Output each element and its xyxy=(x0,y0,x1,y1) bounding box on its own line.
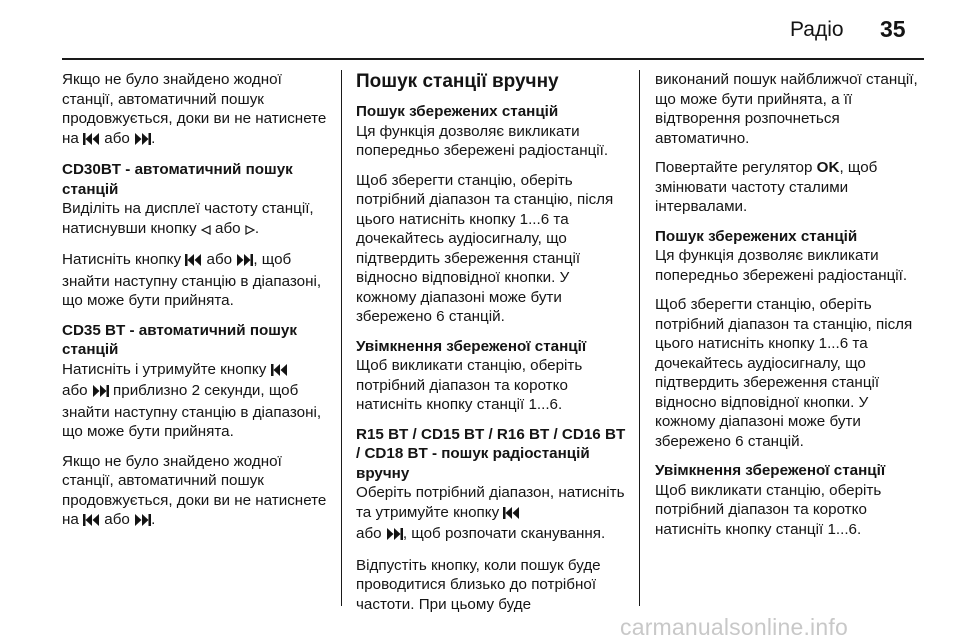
skip-forward-icon xyxy=(134,512,151,532)
ok-label: OK xyxy=(816,159,840,176)
column-right xyxy=(655,70,927,549)
paragraph-press-hold: Натисніть і утримуйте кнопку або приблизно 2 секунди, щоб знайти наступну станцію в діапазоні, що може бути прийнята. xyxy=(62,360,322,440)
skip-back-icon xyxy=(83,512,100,532)
page-title: Радіо xyxy=(790,18,844,41)
skip-forward-icon xyxy=(134,131,151,151)
heading-saved-stations: Пошук збережених станцій xyxy=(356,103,559,120)
column-divider-2 xyxy=(639,70,640,606)
skip-back-icon xyxy=(185,252,202,272)
paragraph-scan: Оберіть потрібний діапазон, натисніть та утримуйте кнопку або , щоб розпочати сканування. xyxy=(356,483,626,546)
paragraph-saved-intro-2: Ця функція дозволяє викликати попередньо збережені радіостанції. xyxy=(655,247,908,284)
column-middle xyxy=(356,70,626,624)
heading-enable-saved: Увімкнення збереженої станції xyxy=(356,337,587,355)
paragraph-release: Відпустіть кнопку, коли пошук буде проводитися близько до потрібної частоти. При цьому буде xyxy=(356,556,601,613)
header-rule xyxy=(62,58,924,60)
page-number: 35 xyxy=(880,16,906,42)
skip-back-icon xyxy=(83,131,100,151)
paragraph-nearest-station: виконаний пошук найближчої станції, що може бути прийнята, а її відтворення розпочнеться автоматично. xyxy=(655,71,918,147)
heading-saved-stations-2: Пошук збережених станцій xyxy=(655,227,858,245)
heading-cd30bt: CD30BT - автоматичний пошук станцій xyxy=(62,161,293,198)
column-divider-1 xyxy=(341,70,342,606)
column-left xyxy=(62,70,330,542)
paragraph-press-button: Натисніть кнопку або , щоб знайти наступну станцію в діапазоні, що може бути прийнята. xyxy=(62,251,322,309)
paragraph-save-station-2: Щоб зберегти станцію, оберіть потрібний діапазон та станцію, після цього натисніть кнопку 1...6 та дочекайтесь аудіосигналу, що підтвердить збереження станції відносно відповідної кнопки. У кожному діапазоні може бути збережено 6 станцій. xyxy=(655,296,913,450)
paragraph-select-frequency: Виділіть на дисплеї частоту станції, натиснувши кнопку або . xyxy=(62,199,330,240)
paragraph-no-station-found-2: Якщо не було знайдено жодної станції, автоматичний пошук продовжується, доки ви не натиснете на або . xyxy=(62,452,330,532)
heading-enable-saved-2: Увімкнення збереженої станції xyxy=(655,462,886,479)
watermark: carmanualsonline.info xyxy=(620,614,848,640)
skip-forward-icon xyxy=(92,383,109,403)
triangle-left-icon xyxy=(201,221,211,241)
triangle-right-icon xyxy=(245,221,255,241)
heading-cd35bt: CD35 BT - автоматичний пошук станцій xyxy=(62,321,297,358)
paragraph-save-station: Щоб зберегти станцію, оберіть потрібний діапазон та станцію, після цього натисніть кнопку 1...6 та дочекайтесь аудіосигналу, що підтвердить збереження станції відносно відповідної кнопки. У кожному діапазоні може бути збережено 6 станцій. xyxy=(356,171,614,325)
skip-back-icon xyxy=(503,505,520,525)
heading-models-manual: R15 BT / CD15 BT / R16 BT / CD16 BT / CD18 BT - пошук радіостанцій вручну xyxy=(356,425,626,482)
paragraph-saved-intro: Ця функція дозволяє викликати попередньо збережені радіостанції. xyxy=(356,122,609,159)
paragraph-ok-knob: Повертайте регулятор OK, щоб змінювати частоту сталими інтервалами. xyxy=(655,159,878,215)
skip-forward-icon xyxy=(386,526,403,546)
paragraph-recall-station-2: Щоб викликати станцію, оберіть потрібний діапазон та коротко натисніть кнопку станції 1...6. xyxy=(655,481,882,538)
paragraph-recall-station: Щоб викликати станцію, оберіть потрібний діапазон та коротко натисніть кнопку станції 1...6. xyxy=(356,357,583,413)
skip-back-icon xyxy=(271,362,288,382)
skip-forward-icon xyxy=(236,252,253,272)
paragraph-no-station-found: Якщо не було знайдено жодної станції, автоматичний пошук продовжується, доки ви не натиснете на або . xyxy=(62,70,330,150)
section-title-manual-search: Пошук станції вручну xyxy=(356,71,559,92)
